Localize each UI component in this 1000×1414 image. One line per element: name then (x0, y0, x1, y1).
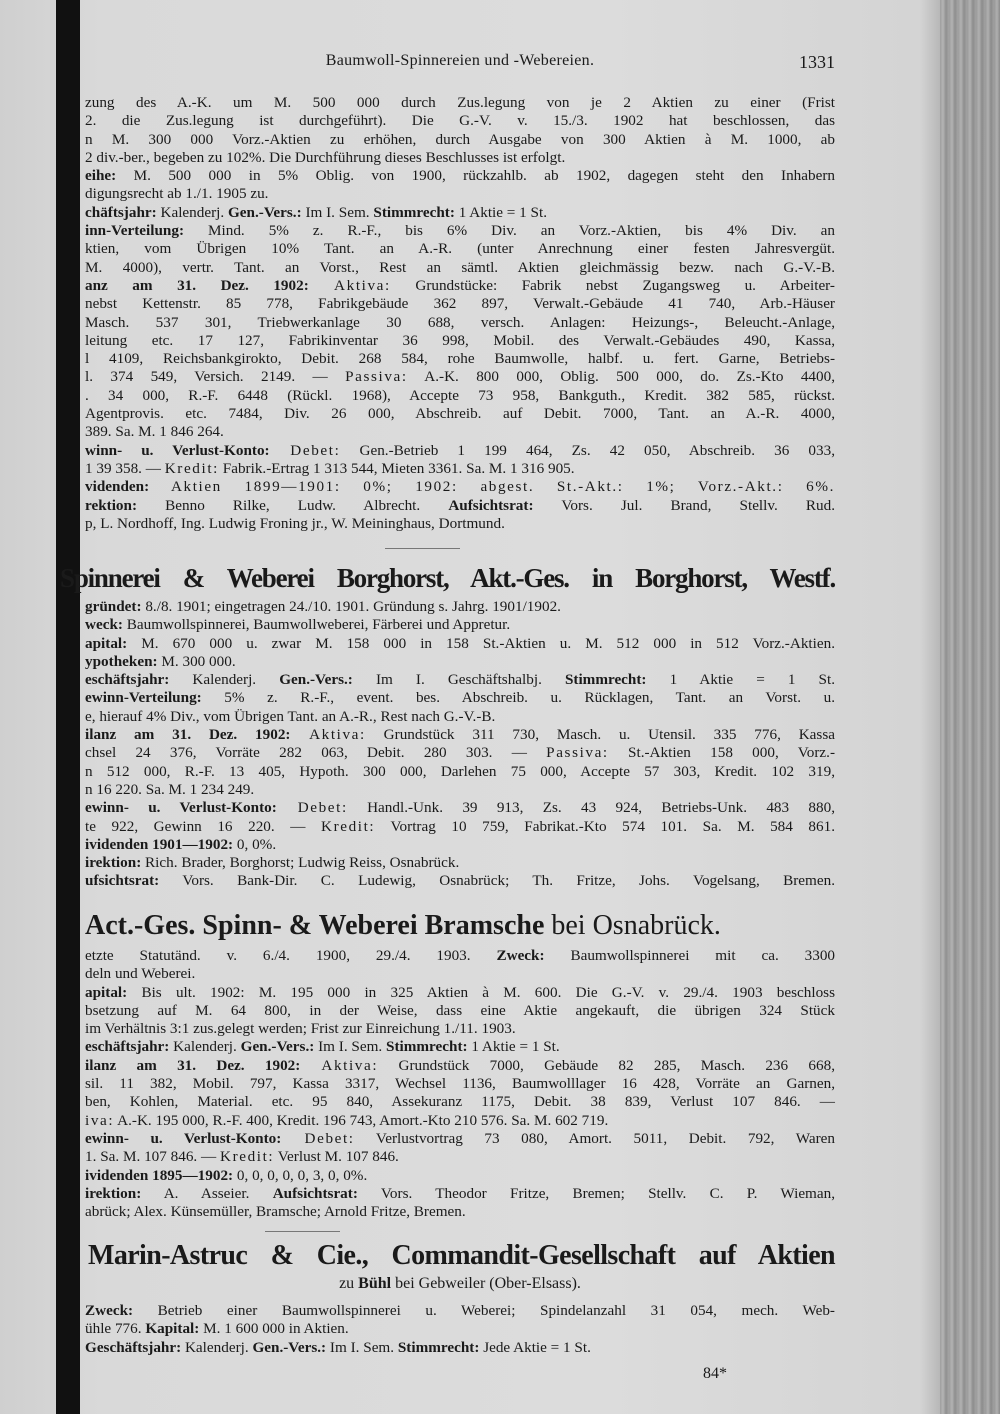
field-text: etzte Statutänd. v. 6./4. 1900, 29./4. 1903. (85, 947, 497, 964)
field-text: Grundstück 7000, Gebäude 82 285, Masch. 236 668, (378, 1056, 835, 1074)
field-label: eschäftsjahr: (85, 1038, 170, 1056)
field-label: inn-Verteilung: (85, 222, 185, 240)
text-line (85, 442, 835, 460)
text-line (85, 726, 835, 744)
entry-continued (85, 94, 835, 533)
field-label: ewinn- u. Verlust-Konto: (85, 799, 277, 817)
field-text: 2 div.-ber., begeben zu 102%. Die Durchführung dieses Beschlusses ist erfolgt. (85, 148, 566, 166)
field-label: eihe: (85, 167, 117, 185)
field-label: Gen.-Vers.: (240, 1038, 315, 1056)
text-line (85, 872, 835, 890)
field-label: ewinn- u. Verlust-Konto: (85, 1129, 282, 1147)
field-label: apital: (85, 983, 128, 1001)
text-line (85, 350, 835, 368)
text-line (85, 1075, 835, 1093)
text-line (85, 1167, 835, 1185)
text-line (85, 708, 835, 726)
text-line (85, 314, 835, 332)
field-text: Verlustvortrag 73 080, Amort. 5011, Debit. 792, Waren (354, 1129, 836, 1147)
text-line (85, 984, 835, 1002)
field-label: Gen.-Vers.: (252, 1338, 327, 1356)
field-text: Vors. Bank-Dir. C. Ludewig, Osnabrück; Th. Fritze, Johs. Vogelsang, Bremen. (159, 872, 835, 890)
running-title: Baumwoll-Spinnereien und -Webereien. (325, 52, 595, 69)
text-line (85, 836, 835, 854)
spaced-term: Kredit: (164, 459, 219, 477)
field-text: Verlust M. 107 846. (274, 1148, 399, 1166)
field-label: Kapital: (145, 1320, 200, 1338)
entry-marin-astruc (85, 1302, 835, 1357)
spaced-term: Passiva: (546, 744, 609, 762)
field-text: e, hierauf 4% Div., vom Übrigen Tant. an A.-R., Rest nach G.-V.-B. (85, 707, 496, 725)
spaced-term: Aktiva: (290, 726, 366, 744)
field-label: ividenden 1901—1902: (85, 835, 234, 853)
text-line (85, 653, 835, 671)
field-text: nebst Kettenstr. 85 778, Fabrikgebäude 362 897, Verwalt.-Gebäude 41 740, Arb.-Häuser (85, 295, 835, 313)
field-text: n 512 000, R.-F. 13 405, Hypoth. 300 000, Darlehen 75 000, Accepte 57 303, Kredit. 102 319, (85, 762, 835, 780)
text-line (85, 1038, 835, 1056)
field-label: anz am 31. Dez. 1902: (85, 276, 309, 294)
text-line (85, 167, 835, 185)
text-line (85, 1093, 835, 1111)
field-text: M. 300 000. (157, 652, 236, 670)
field-text: M. 1 600 000 in Aktien. (199, 1320, 349, 1338)
text-line (85, 671, 835, 689)
field-text: n M. 300 000 Vorz.-Aktien zu erhöhen, durch Ausgabe von 300 Aktien à M. 1000, ab (85, 130, 835, 148)
field-text: 1 Aktie = 1 St. (646, 671, 835, 689)
text-line (85, 1112, 835, 1130)
field-text: 2. die Zus.legung ist durchgeführt). Die G.-V. v. 15./3. 1902 hat beschlossen, das (85, 112, 835, 130)
field-label: chäftsjahr: (85, 203, 157, 221)
text-line (85, 460, 835, 478)
field-text: St.-Aktien 158 000, Vorz.- (608, 744, 836, 762)
field-text: ühle 776. (85, 1320, 146, 1338)
text-line (85, 799, 835, 817)
field-text: Agentprovis. etc. 7484, Div. 26 000, Abschreib. auf Debit. 7000, Tant. an A.-R. 4000, (85, 405, 835, 423)
field-text: Jede Aktie = 1 St. (479, 1338, 591, 1356)
spaced-term: Kredit: (321, 817, 376, 835)
field-text: Handl.-Unk. 39 913, Zs. 43 924, Betriebs-Unk. 483 880, (347, 799, 835, 817)
field-text: Baumwollspinnerei, Baumwollweberei, Färberei und Appretur. (122, 616, 511, 634)
text-line (85, 635, 835, 653)
field-label: videnden: (85, 478, 150, 496)
field-label: ilanz am 31. Dez. 1902: (85, 1056, 301, 1074)
field-text: p, L. Nordhoff, Ing. Ludwig Froning jr., W. Meininghaus, Dortmund. (85, 514, 505, 532)
field-text: A.-K. 800 000, Oblig. 500 000, do. Zs.-Kto 4400, (407, 368, 835, 386)
field-text: 1. Sa. M. 107 846. — (85, 1148, 221, 1166)
text-line (85, 204, 835, 222)
text-line (85, 515, 835, 533)
field-label: Zweck: (85, 1302, 134, 1319)
field-text: 1 Aktie = 1 St. (454, 203, 548, 221)
field-label: gründet: (85, 598, 142, 615)
field-text: Vors. Jul. Brand, Stellv. Rud. (533, 496, 836, 514)
text-line (85, 818, 835, 836)
field-text: Gen.-Betrieb 1 199 464, Zs. 42 050, Abschreib. 36 033, (340, 441, 835, 459)
text-line (85, 616, 835, 634)
entry-heading-marin-astruc: Marin-Astruc & Cie., Commandit-Gesellschaft auf Aktien (88, 1240, 835, 1271)
text-line (85, 1320, 835, 1338)
text-line (85, 1057, 835, 1075)
field-label: ividenden 1895—1902: (85, 1166, 234, 1184)
spaced-term: Kredit: (220, 1148, 275, 1166)
text-line (85, 1002, 835, 1020)
text-line (85, 497, 835, 515)
text-line (85, 1339, 835, 1357)
field-text: Betrieb einer Baumwollspinnerei u. Weberei; Spindelanzahl 31 054, mech. Web- (133, 1302, 835, 1319)
field-text: chsel 24 376, Vorräte 282 063, Debit. 280 303. — (85, 744, 547, 762)
field-label: Gen.-Vers.: (279, 671, 353, 689)
subtitle-pre: zu (339, 1275, 359, 1292)
text-line (85, 131, 835, 149)
field-text: Kalenderj. (181, 1338, 253, 1356)
field-text: te 922, Gewinn 16 220. — (85, 817, 322, 835)
field-text: Kalenderj. (169, 671, 280, 689)
heading-location: bei Osnabrück. (551, 910, 721, 941)
text-line (85, 405, 835, 423)
field-text: Mind. 5% z. R.-F., bis 6% Div. an Vorz.-Aktien, bis 4% Div. an (184, 222, 835, 240)
text-line (85, 781, 835, 799)
binding-shadow (56, 0, 80, 1414)
field-label: irektion: (85, 1184, 142, 1202)
entry-bramsche (85, 947, 835, 1221)
field-label: Geschäftsjahr: (85, 1338, 182, 1356)
field-label: Stimmrecht: (397, 1338, 480, 1356)
field-text: 5% z. R.-F., event. bes. Abschreib. u. Rücklagen, Tant. an Vorst. u. (201, 689, 835, 707)
field-label: ypotheken: (85, 652, 158, 670)
text-line (85, 387, 835, 405)
field-label: winn- u. Verlust-Konto: (85, 441, 270, 459)
field-text: A. Asseier. (141, 1184, 273, 1202)
spaced-term: Aktiva: (308, 276, 391, 294)
field-label: Stimmrecht: (564, 671, 647, 689)
field-label: Gen.-Vers.: (227, 203, 302, 221)
field-text: n 16 220. Sa. M. 1 234 249. (85, 780, 255, 798)
spaced-term: Debet: (269, 441, 341, 459)
text-line (85, 1302, 835, 1320)
text-line (85, 185, 835, 203)
field-text: leitung etc. 17 127, Fabrikinventar 36 998, Mobil. des Verwalt.-Gebäudes 490, Kassa, (85, 331, 835, 349)
field-text: 389. Sa. M. 1 846 264. (85, 423, 224, 441)
field-text: Masch. 537 301, Triebwerkanlage 30 688, versch. Anlagen: Heizungs-, Beleucht.-Anlage, (85, 313, 835, 331)
field-label: Zweck: (496, 947, 545, 964)
divider (265, 1231, 340, 1232)
field-text: Grundstück 311 730, Masch. u. Utensil. 335 776, Kassa (365, 726, 835, 744)
field-text: zung des A.-K. um M. 500 000 durch Zus.legung von je 2 Aktien zu einer (Frist (85, 94, 835, 111)
heading-name: Act.-Ges. Spinn- & Weberei Bramsche (85, 910, 545, 941)
field-label: ufsichtsrat: (85, 872, 160, 890)
field-text: 0, 0%. (233, 835, 277, 853)
field-text: deln und Weberei. (85, 965, 196, 983)
field-label: Aufsichtsrat: (448, 496, 534, 514)
text-line (85, 598, 835, 616)
field-text: Grundstücke: Fabrik nebst Zugangsweg u. Arbeiter- (390, 276, 835, 294)
spaced-term: iva: (85, 1111, 115, 1129)
field-text: Benno Rilke, Ludw. Albrecht. (137, 496, 449, 514)
subtitle-place: Bühl (358, 1275, 392, 1292)
field-text: Kalenderj. (169, 1038, 241, 1056)
field-text: Kalenderj. (156, 203, 228, 221)
field-text: l. 374 549, Versich. 2149. — (85, 368, 346, 386)
field-label: rektion: (85, 496, 138, 514)
text-line (85, 763, 835, 781)
spaced-term: Debet: (281, 1129, 355, 1147)
text-line (85, 947, 835, 965)
spaced-term: Aktiva: (300, 1056, 379, 1074)
text-line (85, 1130, 835, 1148)
field-text: M. 500 000 in 5% Oblig. von 1900, rückzahlb. ab 1902, dagegen steht den Inhabern (116, 167, 835, 185)
subtitle-post: bei Gebweiler (Ober-Elsass). (391, 1275, 581, 1292)
text-line (85, 295, 835, 313)
text-line (85, 478, 835, 496)
text-line (85, 94, 835, 112)
text-line (85, 149, 835, 167)
page-edge-shadow (940, 0, 1000, 1414)
text-line (85, 332, 835, 350)
field-label: Stimmrecht: (386, 1038, 468, 1056)
entry-subtitle (85, 1275, 835, 1293)
entry-borghorst (85, 598, 835, 891)
page-number: 1331 (799, 52, 835, 72)
field-text: 0, 0, 0, 0, 0, 3, 0, 0%. (233, 1166, 368, 1184)
text-line (85, 1020, 835, 1038)
field-label: ilanz am 31. Dez. 1902: (85, 726, 291, 744)
text-line (85, 744, 835, 762)
text-line (85, 1185, 835, 1203)
field-label: apital: (85, 634, 128, 652)
field-text: Im I. Sem. (301, 203, 374, 221)
field-text: Im I. Sem. (314, 1038, 387, 1056)
field-text: A.-K. 195 000, R.-F. 400, Kredit. 196 743, Amort.-Kto 210 576. Sa. M. 602 719. (114, 1111, 609, 1129)
field-text: Im I. Geschäftshalbj. (352, 671, 565, 689)
text-line (85, 277, 835, 295)
running-header (85, 52, 835, 74)
signature-mark: 84* (703, 1365, 727, 1382)
field-text: im Verhältnis 3:1 zus.gelegt werden; Frist zur Einreichung 1./11. 1903. (85, 1020, 516, 1038)
field-text: . 34 000, R.-F. 6448 (Rückl. 1968), Accepte 73 958, Bankguth., Kredit. 382 585, rückst. (85, 386, 835, 404)
spaced-term: Passiva: (345, 368, 408, 386)
field-text: Baumwollspinnerei mit ca. 3300 (544, 947, 836, 964)
field-label: irektion: (85, 854, 142, 872)
field-text: 8./8. 1901; eingetragen 24./10. 1901. Gründung s. Jahrg. 1901/1902. (141, 598, 561, 615)
field-text: Vortrag 10 759, Fabrikat.-Kto 574 101. Sa. M. 584 861. (375, 817, 835, 835)
entry-heading-bramsche (85, 910, 805, 942)
field-text: digungsrecht ab 1./1. 1905 zu. (85, 185, 269, 203)
field-text: sil. 11 382, Mobil. 797, Kassa 3317, Wechsel 1136, Baumwolllager 16 428, Vorräte an Garnen, (85, 1075, 835, 1093)
field-text: Im I. Sem. (326, 1338, 398, 1356)
field-text: abrück; Alex. Künsemüller, Bramsche; Arnold Fritze, Bremen. (85, 1203, 466, 1221)
field-text: l 4109, Reichsbankgirokto, Debit. 268 584, rohe Baumwolle, halbf. u. fert. Garne, Betriebs- (85, 350, 835, 368)
text-line (85, 1148, 835, 1166)
text-line (85, 854, 835, 872)
text-line (85, 689, 835, 707)
text-line (85, 423, 835, 441)
divider (385, 548, 460, 549)
field-label: Aufsichtsrat: (272, 1184, 358, 1202)
text-line (85, 965, 835, 983)
text-line (85, 259, 835, 277)
field-label: weck: (85, 616, 123, 634)
field-text: ktien, vom Übrigen 10% Tant. an A.-R. (unter Anrechnung einer festen Jahresvergüt. (85, 240, 835, 258)
field-text: 1 Aktie = 1 St. (467, 1038, 560, 1056)
field-text: bsetzung auf M. 64 800, in der Weise, dass eine Aktie angekauft, die übrigen 324 Stück (85, 1001, 835, 1019)
field-text: M. 4000), vertr. Tant. an Vorst., Rest an sämtl. Aktien gleichmässig bezw. nach G.-V.-B. (85, 258, 835, 276)
field-text: 1 39 358. — (85, 459, 165, 477)
text-line (85, 368, 835, 386)
spaced-term: Aktien 1899—1901: 0%; 1902: abgest. St.-Akt.: 1%; Vorz.-Akt.: 6%. (149, 478, 835, 496)
field-text: ben, Kohlen, Material. etc. 95 840, Assekuranz 1175, Debit. 38 839, Verlust 107 846. — (85, 1093, 835, 1111)
text-line (85, 112, 835, 130)
text-line (85, 222, 835, 240)
text-line (85, 240, 835, 258)
entry-heading-borghorst: Spinnerei & Weberei Borghorst, Akt.-Ges. in Borghorst, Westf. (60, 563, 835, 593)
field-text: M. 670 000 u. zwar M. 158 000 in 158 St.-Aktien u. M. 512 000 in 512 Vorz.-Aktien. (127, 634, 835, 652)
text-line (85, 1203, 835, 1221)
field-label: Stimmrecht: (373, 203, 455, 221)
field-text: Vors. Theodor Fritze, Bremen; Stellv. C. P. Wieman, (357, 1184, 836, 1202)
field-label: ewinn-Verteilung: (85, 689, 202, 707)
spaced-term: Debet: (276, 799, 348, 817)
field-text: Rich. Brader, Borghorst; Ludwig Reiss, Osnabrück. (141, 854, 460, 872)
field-label: eschäftsjahr: (85, 671, 170, 689)
field-text: Bis ult. 1902: M. 195 000 in 325 Aktien à M. 600. Die G.-V. v. 29./4. 1903 beschloss (127, 983, 835, 1001)
field-text: Fabrik.-Ertrag 1 313 544, Mieten 3361. Sa. M. 1 316 905. (218, 459, 575, 477)
